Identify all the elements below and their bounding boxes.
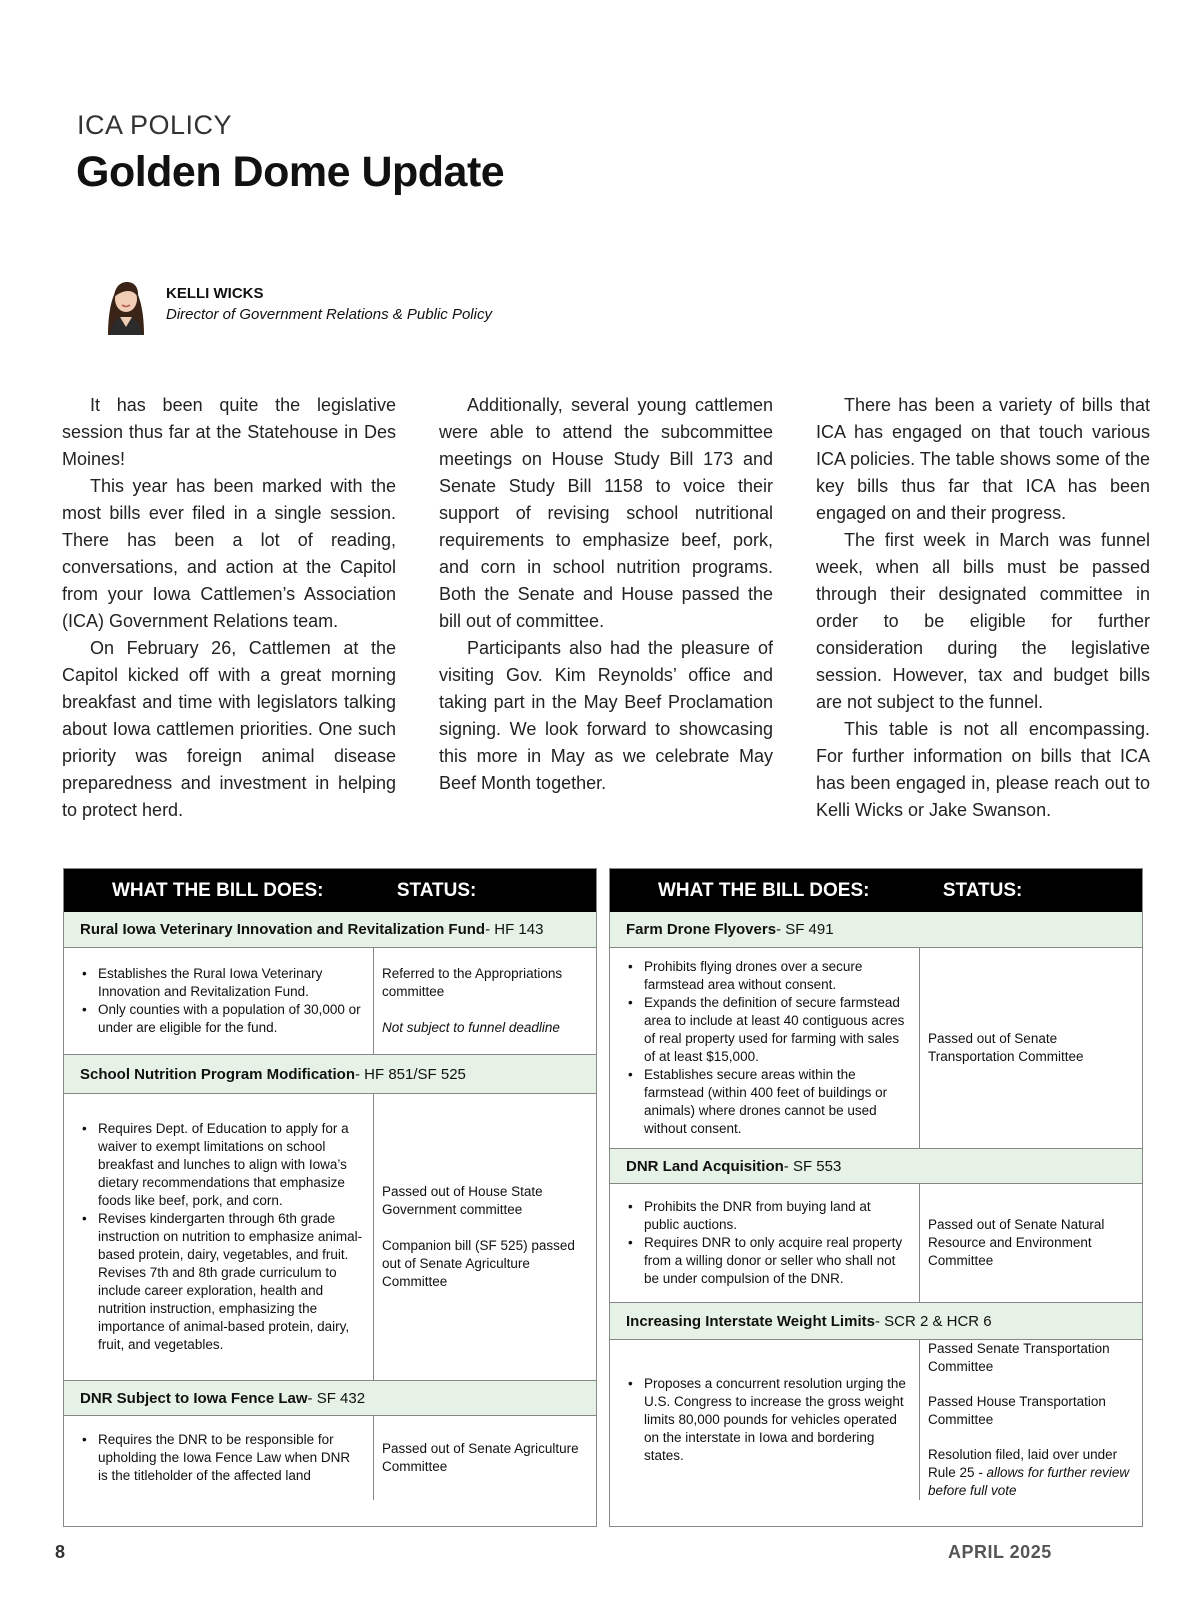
bill-row [64, 1094, 596, 1380]
bill-bullet: • Requires the DNR to be responsible for upholding the Iowa Fence Law when DNR is the titleholder of the affected land [80, 1431, 363, 1485]
paragraph: This year has been marked with the most bills ever filed in a single session. There has been a lot of reading, conversations, and action at the Capitol from your Iowa Cattlemen’s Association (ICA) Government Relations team. [62, 476, 396, 631]
bill-bullet: • Revises kindergarten through 6th grade instruction on nutrition to emphasize animal-based protein, dairy, vegetables, and fruit. Revises 7th and 8th grade curriculum to include career exploration, health and nutrition instruction, emphasizing the importance of animal-based protein, dairy, fruit, and vegetables. [80, 1210, 363, 1354]
article-column-1 [62, 392, 396, 824]
bill-number: - SF 491 [776, 921, 834, 938]
bill-row [610, 948, 1142, 1148]
bill-name: DNR Subject to Iowa Fence Law [80, 1389, 308, 1407]
bill-number: - SF 432 [307, 1389, 366, 1407]
bill-status [374, 1416, 596, 1500]
bill-status [920, 948, 1142, 1148]
bill-status [374, 948, 596, 1054]
bill-bullet: • Prohibits the DNR from buying land at public auctions. [626, 1198, 909, 1234]
page-title: Golden Dome Update [76, 148, 505, 196]
paragraph: The first week in March was funnel week, when all bills must be passed through their designated committee in order to be eligible for further consideration during the legislative session. However, tax and budget bills are not subject to the funnel. [816, 530, 1150, 712]
bill-status [920, 1340, 1142, 1500]
bill-bullet: • Establishes the Rural Iowa Veterinary Innovation and Revitalization Fund. [80, 965, 363, 1001]
status-text: Passed out of House State Government committee [382, 1184, 543, 1217]
bill-description [64, 1416, 374, 1500]
author-role: Director of Government Relations & Public Policy [166, 306, 492, 323]
bill-bullet: • Only counties with a population of 30,000 or under are eligible for the fund. [80, 1001, 363, 1037]
bill-row [64, 948, 596, 1054]
status-text: Referred to the Appropriations committee [382, 966, 563, 999]
bill-name: School Nutrition Program Modification [80, 1065, 355, 1083]
bill-row [610, 1184, 1142, 1302]
issue-date: APRIL 2025 [948, 1542, 1052, 1562]
table-header [64, 869, 596, 912]
bill-description [64, 1094, 374, 1380]
status-text: Passed out of Senate Agriculture Committee [382, 1441, 579, 1474]
page-number: 8 [55, 1542, 66, 1562]
bill-number: - HF 143 [485, 921, 544, 938]
table-header [610, 869, 1142, 912]
bill-number: - SF 553 [783, 1157, 842, 1175]
bill-description [610, 948, 920, 1148]
bill-name: Farm Drone Flyovers [626, 921, 777, 938]
bill-description [610, 1184, 920, 1302]
article-column-2 [439, 392, 773, 824]
bill-name: Rural Iowa Veterinary Innovation and Revitalization Fund [80, 921, 486, 938]
bill-number: - HF 851/SF 525 [355, 1065, 466, 1083]
column-header-what: WHAT THE BILL DOES: [658, 879, 870, 901]
bill-title [64, 912, 596, 948]
paragraph: On February 26, Cattlemen at the Capitol kicked off with a great morning breakfast and time with legislators talking about Iowa cattlemen priorities. One such priority was foreign animal disease preparedness and investment in helping to protect herd. [62, 638, 396, 820]
bill-table-right [609, 868, 1143, 1527]
bill-title [610, 1148, 1142, 1184]
bill-title [610, 1302, 1142, 1340]
article-column-3 [816, 392, 1150, 824]
status-text-main: Resolution filed, laid over under Rule 25 [928, 1447, 1118, 1480]
paragraph: This table is not all encompassing. For further information on bills that ICA has been engaged in, please reach out to Kelli Wicks or Jake Swanson. [816, 719, 1150, 820]
bill-table-left [63, 868, 597, 1527]
status-text: Passed out of Senate Natural Resource and Environment Committee [928, 1217, 1105, 1268]
bill-bullet: • Prohibits flying drones over a secure farmstead area without consent. [626, 958, 909, 994]
column-header-what: WHAT THE BILL DOES: [112, 879, 324, 901]
paragraph: There has been a variety of bills that ICA has engaged on that touch various ICA policies. The table shows some of the key bills thus far that ICA has been engaged on and their progress. [816, 395, 1150, 523]
bill-description [64, 948, 374, 1054]
bill-bullet: • Requires Dept. of Education to apply for a waiver to exempt limitations on school breakfast and lunches to align with Iowa’s dietary recommendations that emphasize foods like beef, pork, and corn. [80, 1120, 363, 1210]
status-text: Passed out of Senate Transportation Committee [928, 1031, 1084, 1064]
paragraph: Additionally, several young cattlemen were able to attend the subcommittee meetings on House Study Bill 173 and Senate Study Bill 1158 to voice their support of revising school nutritional requirements to emphasize beef, pork, and corn in school nutrition programs. Both the Senate and House passed the bill out of committee. [439, 395, 773, 631]
bill-status [920, 1184, 1142, 1302]
bill-name: DNR Land Acquisition [626, 1157, 784, 1175]
bill-row [64, 1416, 596, 1500]
paragraph: Participants also had the pleasure of visiting Gov. Kim Reynolds’ office and taking part in the May Beef Proclamation signing. We look forward to showcasing this more in May as we celebrate May Beef Month together. [439, 638, 773, 793]
bill-bullet: • Requires DNR to only acquire real property from a willing donor or seller who shall not be under compulsion of the DNR. [626, 1234, 909, 1288]
status-note: Not subject to funnel deadline [382, 1020, 560, 1035]
status-text: Companion bill (SF 525) passed out of Senate Agriculture Committee [382, 1238, 575, 1289]
bill-number: - SCR 2 & HCR 6 [874, 1312, 992, 1330]
status-text: Passed House Transportation Committee [928, 1394, 1106, 1427]
bill-bullet: • Establishes secure areas within the farmstead (within 400 feet of buildings or animals) where drones cannot be used without consent. [626, 1066, 909, 1138]
column-header-status: STATUS: [396, 879, 477, 901]
author-byline [100, 272, 492, 336]
author-name: KELLI WICKS [166, 285, 264, 302]
bill-bullet: • Expands the definition of secure farmstead area to include at least 40 contiguous acres of real property used for farming with sales of at least $15,000. [626, 994, 909, 1066]
bill-row [610, 1340, 1142, 1500]
bill-title [64, 1054, 596, 1094]
column-header-status: STATUS: [942, 879, 1023, 901]
author-photo [100, 273, 152, 335]
article-body [62, 392, 1150, 824]
bill-description [610, 1340, 920, 1500]
status-text [928, 1446, 1134, 1500]
bill-title [610, 912, 1142, 948]
section-kicker: ICA POLICY [77, 110, 233, 140]
paragraph: It has been quite the legislative session thus far at the Statehouse in Des Moines! [62, 395, 396, 469]
status-text: Passed Senate Transportation Committee [928, 1341, 1110, 1374]
bill-status [374, 1094, 596, 1380]
bill-name: Increasing Interstate Weight Limits [626, 1312, 875, 1330]
bill-title [64, 1380, 596, 1416]
bill-bullet: • Proposes a concurrent resolution urging the U.S. Congress to increase the gross weight limits 80,000 pounds for vehicles operated on the interstate in Iowa and bordering states. [626, 1375, 909, 1465]
status-note: - allows for further review before full vote [928, 1465, 1130, 1498]
